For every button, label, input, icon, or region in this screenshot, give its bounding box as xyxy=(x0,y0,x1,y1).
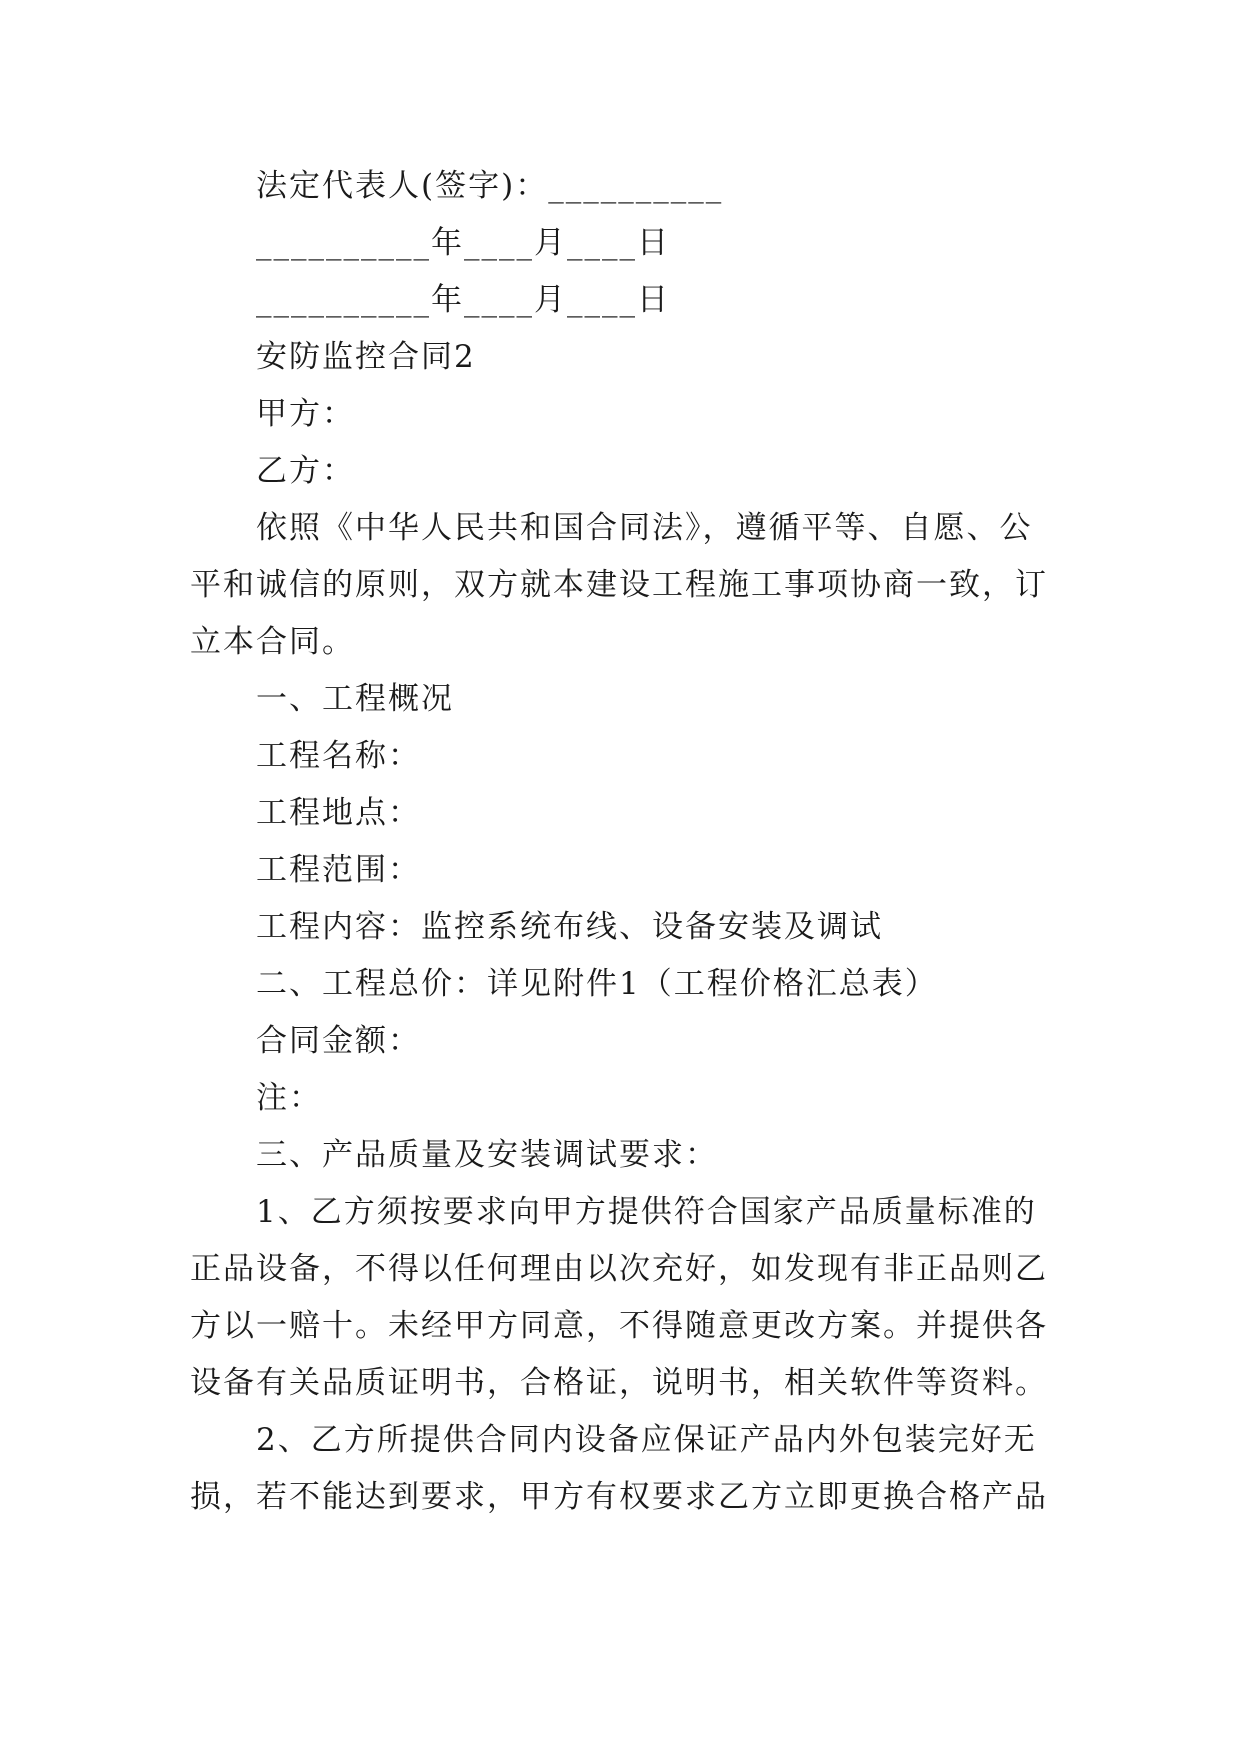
paragraph-line: 方以一赔十。未经甲方同意，不得随意更改方案。并提供各 xyxy=(190,1308,1048,1344)
paragraph-line: 设备有关品质证明书，合格证，说明书，相关软件等资料。 xyxy=(190,1365,1048,1401)
paragraph-line: 2、乙方所提供合同内设备应保证产品内外包装完好无 xyxy=(256,1422,1037,1458)
paragraph-line: 损，若不能达到要求，甲方有权要求乙方立即更换合格产品 xyxy=(190,1479,1048,1515)
field-line: 工程范围： xyxy=(256,852,421,888)
paragraph-line: 1、乙方须按要求向甲方提供符合国家产品质量标准的 xyxy=(256,1194,1037,1230)
date-line: __________年____月____日 xyxy=(256,282,670,318)
contract-title: 安防监控合同2 xyxy=(256,339,476,375)
party-a-line: 甲方： xyxy=(256,396,355,432)
paragraph-line: 立本合同。 xyxy=(190,624,355,660)
field-line: 工程名称： xyxy=(256,738,421,774)
date-line: __________年____月____日 xyxy=(256,225,670,261)
signature-line-legal-rep: 法定代表人(签字)：__________ xyxy=(256,168,724,204)
section-heading: 一、工程概况 xyxy=(256,681,454,717)
section-heading: 三、产品质量及安装调试要求： xyxy=(256,1137,718,1173)
paragraph-line: 依照《中华人民共和国合同法》，遵循平等、自愿、公 xyxy=(256,510,1033,546)
field-line: 工程内容：监控系统布线、设备安装及调试 xyxy=(256,909,883,945)
field-line: 工程地点： xyxy=(256,795,421,831)
party-b-line: 乙方： xyxy=(256,453,355,489)
paragraph-line: 平和诚信的原则，双方就本建设工程施工事项协商一致，订 xyxy=(190,567,1048,603)
note-line: 注： xyxy=(256,1080,322,1116)
section-heading: 二、工程总价：详见附件1（工程价格汇总表） xyxy=(256,966,938,1002)
field-line: 合同金额： xyxy=(256,1023,421,1059)
paragraph-line: 正品设备，不得以任何理由以次充好，如发现有非正品则乙 xyxy=(190,1251,1048,1287)
